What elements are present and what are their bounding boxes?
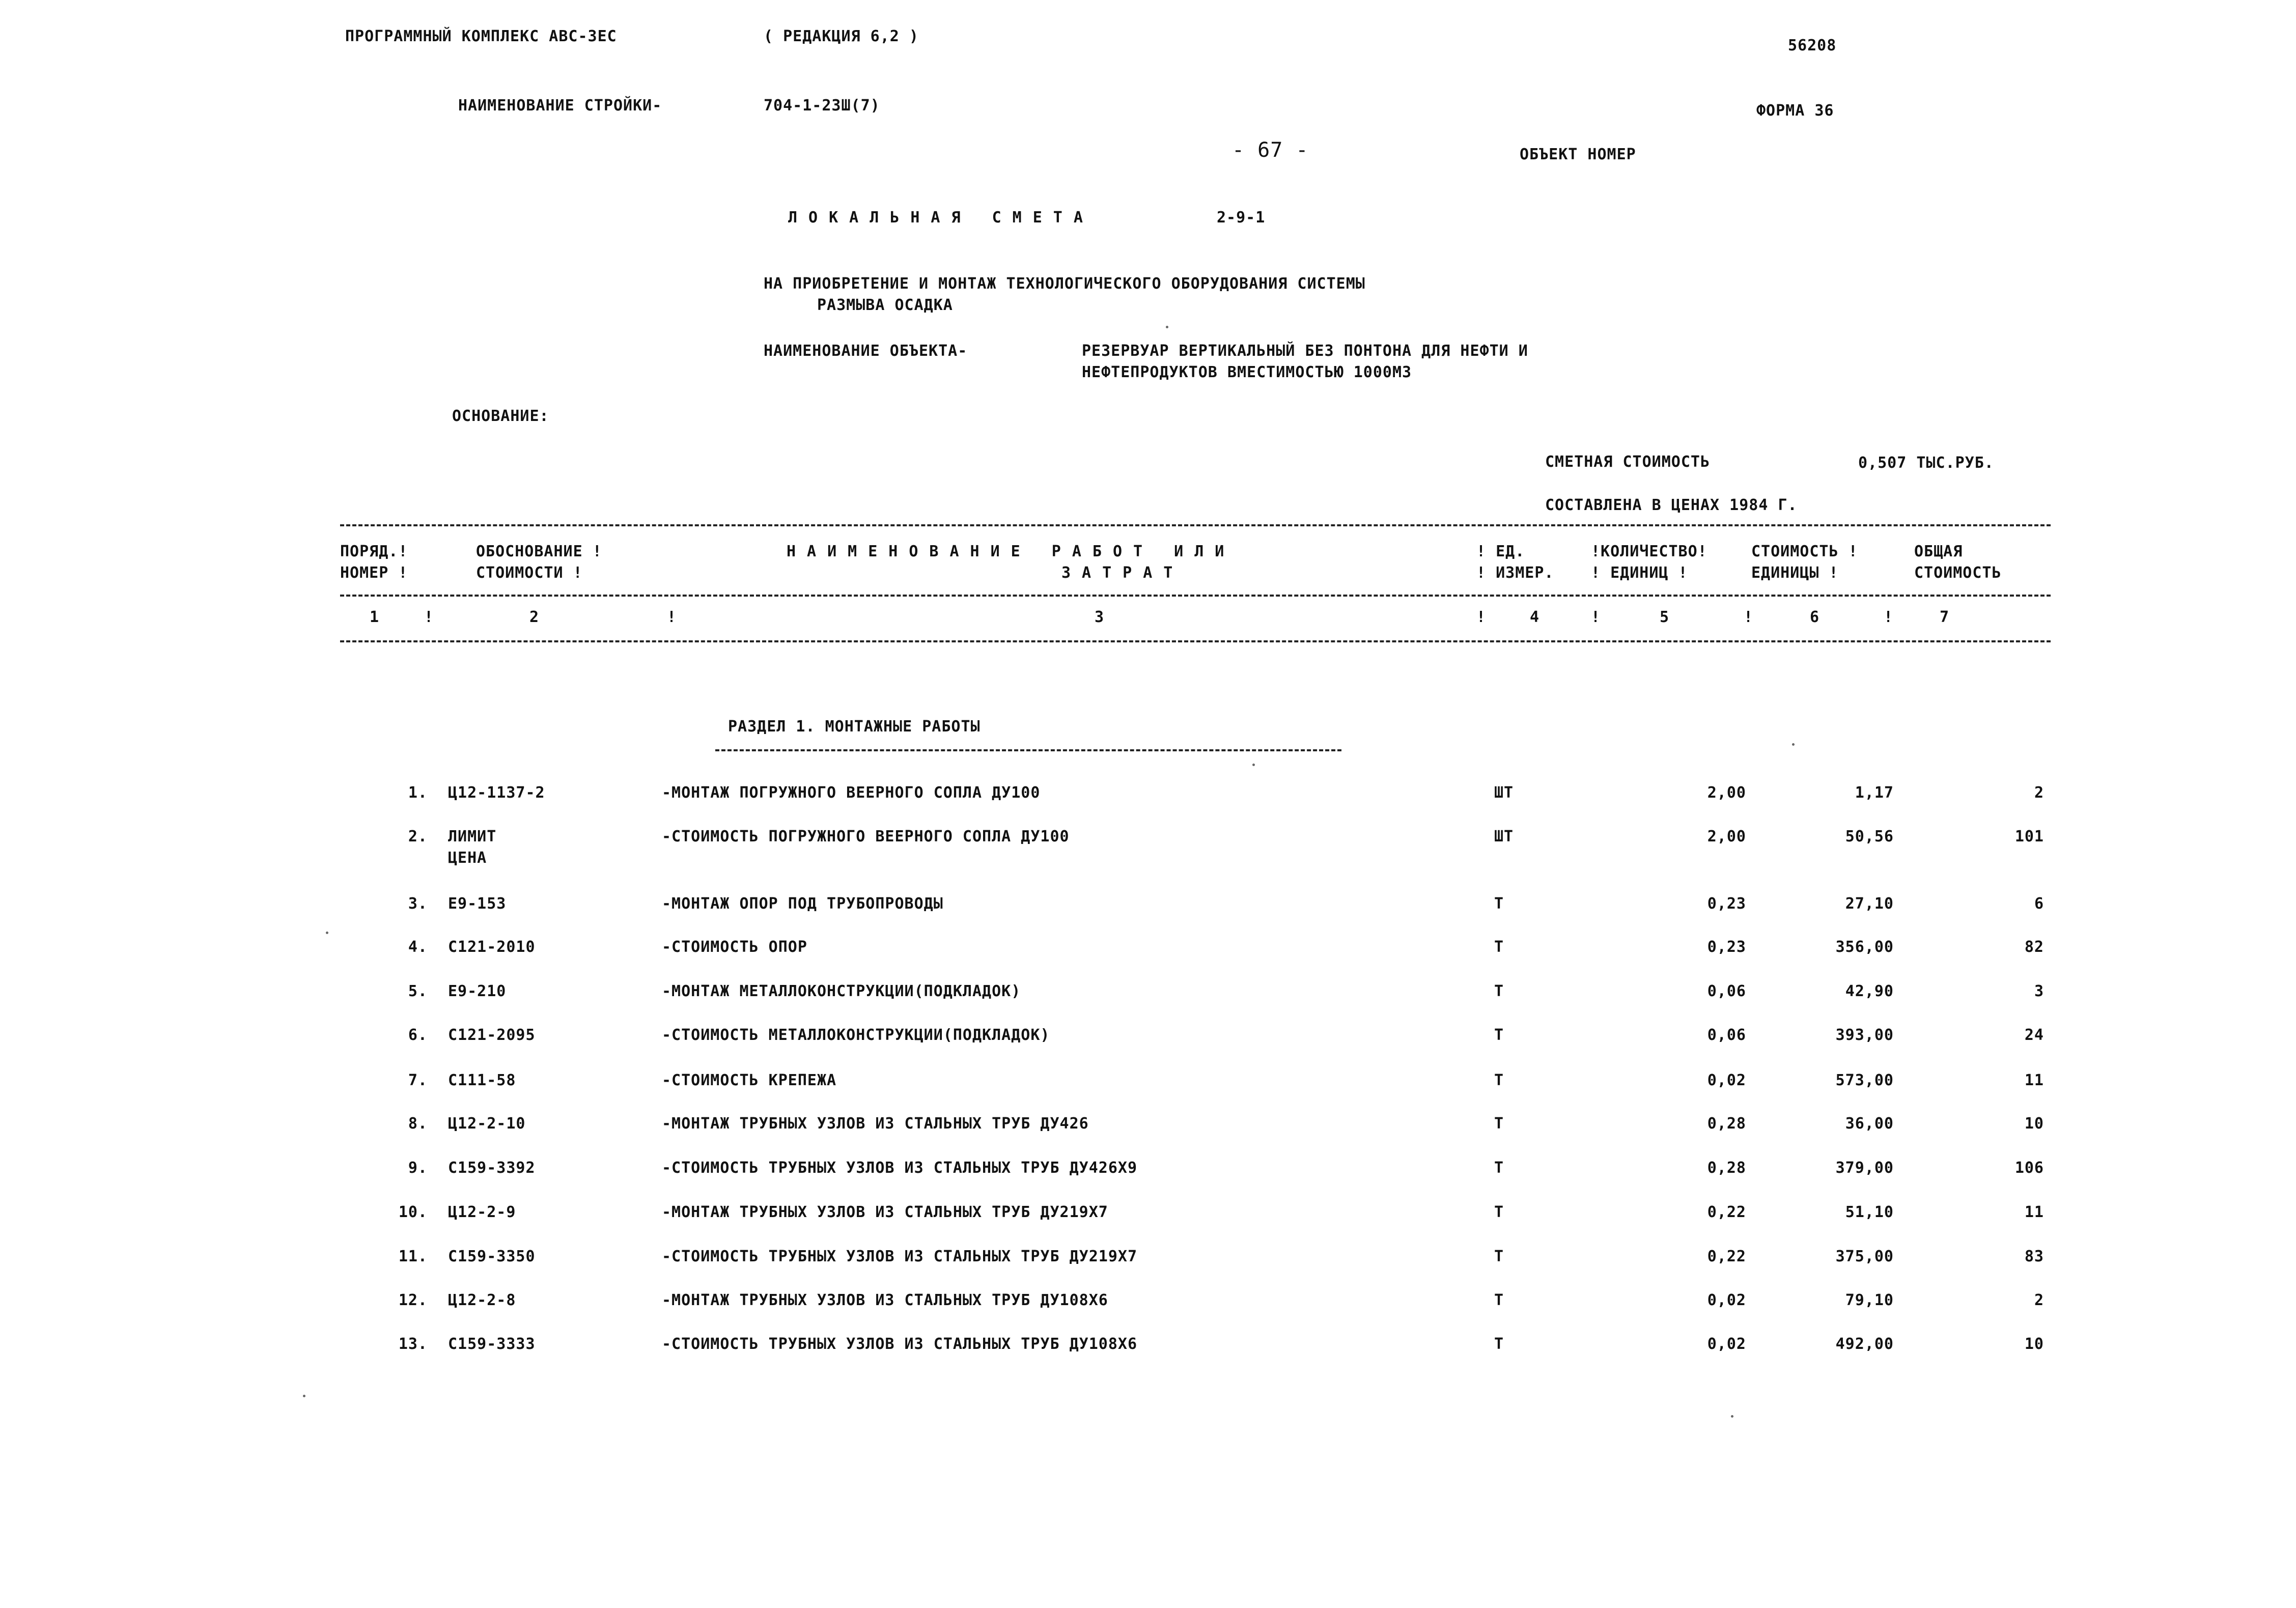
row-unit: Т — [1494, 1115, 1504, 1133]
row-total: 10 — [2024, 1115, 2044, 1133]
table-row — [0, 828, 2296, 867]
row-total: 24 — [2024, 1026, 2044, 1044]
scan-speck — [1252, 764, 1255, 766]
header-bottom-rule — [340, 640, 2051, 642]
row-quantity: 0,23 — [1707, 938, 1746, 956]
row-number: 5. — [408, 982, 428, 1000]
table-row — [0, 1335, 2296, 1366]
header-top-rule — [340, 524, 2051, 526]
row-unit-price: 79,10 — [1845, 1291, 1894, 1309]
row-name: -СТОИМОСТЬ ПОГРУЖНОГО ВЕЕРНОГО СОПЛА ДУ100 — [662, 828, 1070, 845]
row-name: -МОНТАЖ МЕТАЛЛОКОНСТРУКЦИИ(ПОДКЛАДОК) — [662, 982, 1021, 1000]
row-name: -МОНТАЖ ОПОР ПОД ТРУБОПРОВОДЫ — [662, 895, 943, 913]
row-number: 13. — [398, 1335, 428, 1353]
row-unit-price: 36,00 — [1845, 1115, 1894, 1133]
row-total: 2 — [2034, 1291, 2044, 1309]
page-number: - 67 - — [1232, 138, 1309, 162]
row-number: 4. — [408, 938, 428, 956]
row-code: Ц12-2-10 — [448, 1115, 526, 1133]
scan-speck — [1166, 326, 1168, 328]
table-row — [0, 982, 2296, 1013]
header-col4-line2: ! ИЗМЕР. — [1476, 564, 1554, 582]
program-edition: ( РЕДАКЦИЯ 6,2 ) — [764, 27, 919, 45]
header-col3-line2: ЗАТРАТ — [1061, 564, 1184, 582]
table-row — [0, 1248, 2296, 1278]
row-quantity: 0,22 — [1707, 1203, 1746, 1221]
estimate-number: 2-9-1 — [1217, 209, 1266, 227]
row-unit: Т — [1494, 1159, 1504, 1177]
row-total: 82 — [2024, 938, 2044, 956]
row-unit: Т — [1494, 1026, 1504, 1044]
table-row — [0, 895, 2296, 925]
row-total: 11 — [2024, 1071, 2044, 1089]
header-col2-line1: ОБОСНОВАНИЕ ! — [476, 543, 602, 560]
row-unit: ШТ — [1494, 828, 1514, 845]
row-total: 11 — [2024, 1203, 2044, 1221]
row-number: 10. — [398, 1203, 428, 1221]
header-col5-line1: !КОЛИЧЕСТВО! — [1591, 543, 1707, 560]
header-col2-line2: СТОИМОСТИ ! — [476, 564, 583, 582]
object-number-label: ОБЪЕКТ НОМЕР — [1520, 146, 1636, 163]
table-row — [0, 1203, 2296, 1234]
header-col1-line2: НОМЕР ! — [340, 564, 408, 582]
row-code: С121-2010 — [448, 938, 536, 956]
row-number: 2. — [408, 828, 428, 845]
section-underline — [715, 749, 1341, 751]
row-total: 106 — [2014, 1159, 2044, 1177]
row-code: Ц12-1137-2 — [448, 784, 545, 802]
cost-label: СМЕТНАЯ СТОИМОСТЬ — [1545, 453, 1711, 471]
row-name: -СТОИМОСТЬ ТРУБНЫХ УЗЛОВ ИЗ СТАЛЬНЫХ ТРУБ ДУ426Х9 — [662, 1159, 1138, 1177]
estimate-purpose-line1: НА ПРИОБРЕТЕНИЕ И МОНТАЖ ТЕХНОЛОГИЧЕСКОГО ОБОРУДОВАНИЯ СИСТЕМЫ — [764, 275, 1365, 293]
header-col6-line1: СТОИМОСТЬ ! — [1751, 543, 1858, 560]
col-number-6: 6 — [1810, 608, 1820, 626]
row-quantity: 0,02 — [1707, 1291, 1746, 1309]
row-quantity: 0,02 — [1707, 1335, 1746, 1353]
row-code: С121-2095 — [448, 1026, 536, 1044]
row-number: 12. — [398, 1291, 428, 1309]
col-separator: ! — [1591, 608, 1601, 626]
row-unit: Т — [1494, 982, 1504, 1000]
col-number-4: 4 — [1530, 608, 1540, 626]
object-label: НАИМЕНОВАНИЕ ОБЪЕКТА- — [764, 342, 968, 360]
object-name-line2: НЕФТЕПРОДУКТОВ ВМЕСТИМОСТЬЮ 1000М3 — [1082, 363, 1412, 381]
row-code-line2: ЦЕНА — [448, 849, 487, 867]
row-unit-price: 492,00 — [1835, 1335, 1894, 1353]
object-name-line1: РЕЗЕРВУАР ВЕРТИКАЛЬНЫЙ БЕЗ ПОНТОНА ДЛЯ НЕФТИ И — [1082, 342, 1528, 360]
row-number: 11. — [398, 1248, 428, 1265]
row-code: С159-3333 — [448, 1335, 536, 1353]
row-name: -СТОИМОСТЬ КРЕПЕЖА — [662, 1071, 837, 1089]
row-name: -МОНТАЖ ПОГРУЖНОГО ВЕЕРНОГО СОПЛА ДУ100 — [662, 784, 1041, 802]
row-unit: Т — [1494, 1203, 1504, 1221]
table-row — [0, 1159, 2296, 1190]
col-separator: ! — [1744, 608, 1754, 626]
row-number: 7. — [408, 1071, 428, 1089]
row-unit-price: 1,17 — [1855, 784, 1894, 802]
row-unit: ШТ — [1494, 784, 1514, 802]
row-code: Ц12-2-8 — [448, 1291, 516, 1309]
row-code: Е9-210 — [448, 982, 507, 1000]
row-quantity: 0,06 — [1707, 1026, 1746, 1044]
row-quantity: 2,00 — [1707, 784, 1746, 802]
row-name: -СТОИМОСТЬ ТРУБНЫХ УЗЛОВ ИЗ СТАЛЬНЫХ ТРУБ ДУ219Х7 — [662, 1248, 1138, 1265]
row-unit-price: 50,56 — [1845, 828, 1894, 845]
col-number-1: 1 — [370, 608, 380, 626]
header-col1-line1: ПОРЯД.! — [340, 543, 408, 560]
row-code: ЛИМИТ — [448, 828, 497, 845]
row-unit: Т — [1494, 1071, 1504, 1089]
table-row — [0, 1291, 2296, 1322]
construction-label: НАИМЕНОВАНИЕ СТРОЙКИ- — [458, 97, 662, 115]
header-col4-line1: ! ЕД. — [1476, 543, 1525, 560]
row-total: 3 — [2034, 982, 2044, 1000]
prices-note: СОСТАВЛЕНА В ЦЕНАХ 1984 Г. — [1545, 496, 1798, 514]
row-unit-price: 51,10 — [1845, 1203, 1894, 1221]
row-code: Ц12-2-9 — [448, 1203, 516, 1221]
row-name: -МОНТАЖ ТРУБНЫХ УЗЛОВ ИЗ СТАЛЬНЫХ ТРУБ ДУ219Х7 — [662, 1203, 1108, 1221]
basis-label: ОСНОВАНИЕ: — [452, 407, 549, 425]
scan-speck — [1731, 1415, 1733, 1418]
section-title: РАЗДЕЛ 1. МОНТАЖНЫЕ РАБОТЫ — [728, 718, 981, 736]
row-name: -СТОИМОСТЬ ОПОР — [662, 938, 807, 956]
row-number: 1. — [408, 784, 428, 802]
row-name: -МОНТАЖ ТРУБНЫХ УЗЛОВ ИЗ СТАЛЬНЫХ ТРУБ ДУ426 — [662, 1115, 1089, 1133]
row-total: 83 — [2024, 1248, 2044, 1265]
row-name: -СТОИМОСТЬ МЕТАЛЛОКОНСТРУКЦИИ(ПОДКЛАДОК) — [662, 1026, 1050, 1044]
row-unit: Т — [1494, 1335, 1504, 1353]
row-quantity: 0,28 — [1707, 1159, 1746, 1177]
scan-speck — [303, 1395, 305, 1397]
header-col7-line2: СТОИМОСТЬ — [1914, 564, 2002, 582]
row-number: 9. — [408, 1159, 428, 1177]
row-number: 8. — [408, 1115, 428, 1133]
row-unit-price: 42,90 — [1845, 982, 1894, 1000]
row-unit-price: 393,00 — [1835, 1026, 1894, 1044]
header-col6-line2: ЕДИНИЦЫ ! — [1751, 564, 1839, 582]
row-number: 6. — [408, 1026, 428, 1044]
row-quantity: 0,02 — [1707, 1071, 1746, 1089]
row-total: 6 — [2034, 895, 2044, 913]
row-unit: Т — [1494, 895, 1504, 913]
estimate-title: ЛОКАЛЬНАЯ СМЕТА — [788, 209, 1094, 227]
row-number: 3. — [408, 895, 428, 913]
row-unit-price: 375,00 — [1835, 1248, 1894, 1265]
row-unit-price: 379,00 — [1835, 1159, 1894, 1177]
row-unit: Т — [1494, 1291, 1504, 1309]
row-quantity: 0,28 — [1707, 1115, 1746, 1133]
estimate-purpose-line2: РАЗМЫВА ОСАДКА — [817, 296, 953, 314]
construction-value: 704-1-23Ш(7) — [764, 97, 880, 115]
row-name: -СТОИМОСТЬ ТРУБНЫХ УЗЛОВ ИЗ СТАЛЬНЫХ ТРУБ ДУ108Х6 — [662, 1335, 1138, 1353]
row-quantity: 0,06 — [1707, 982, 1746, 1000]
table-row — [0, 1115, 2296, 1145]
row-unit-price: 356,00 — [1835, 938, 1894, 956]
row-code: С159-3350 — [448, 1248, 536, 1265]
row-unit-price: 573,00 — [1835, 1071, 1894, 1089]
col-number-3: 3 — [1095, 608, 1105, 626]
row-unit: Т — [1494, 1248, 1504, 1265]
row-code: Е9-153 — [448, 895, 507, 913]
col-number-2: 2 — [529, 608, 540, 626]
col-separator: ! — [424, 608, 434, 626]
header-col3-line1: НАИМЕНОВАНИЕ РАБОТ ИЛИ — [787, 543, 1236, 560]
row-code: С159-3392 — [448, 1159, 536, 1177]
row-quantity: 0,22 — [1707, 1248, 1746, 1265]
row-total: 10 — [2024, 1335, 2044, 1353]
row-name: -МОНТАЖ ТРУБНЫХ УЗЛОВ ИЗ СТАЛЬНЫХ ТРУБ ДУ108Х6 — [662, 1291, 1108, 1309]
col-number-7: 7 — [1940, 608, 1950, 626]
col-separator: ! — [667, 608, 677, 626]
scan-speck — [1792, 743, 1795, 746]
col-number-5: 5 — [1660, 608, 1670, 626]
table-row — [0, 1026, 2296, 1057]
row-unit: Т — [1494, 938, 1504, 956]
row-quantity: 0,23 — [1707, 895, 1746, 913]
cost-value: 0,507 ТЫС.РУБ. — [1858, 454, 1994, 472]
header-col5-line2: ! ЕДИНИЦ ! — [1591, 564, 1688, 582]
program-name: ПРОГРАММНЫЙ КОМПЛЕКС АВС-ЗЕС — [345, 27, 617, 45]
col-separator: ! — [1476, 608, 1487, 626]
row-total: 101 — [2014, 828, 2044, 845]
document-code: 56208 — [1788, 37, 1837, 54]
table-row — [0, 1071, 2296, 1102]
row-code: С111-58 — [448, 1071, 516, 1089]
form-number: ФОРМА 36 — [1756, 102, 1834, 120]
col-separator: ! — [1884, 608, 1894, 626]
table-row — [0, 784, 2296, 814]
row-quantity: 2,00 — [1707, 828, 1746, 845]
scan-speck — [326, 932, 328, 934]
table-row — [0, 938, 2296, 969]
row-unit-price: 27,10 — [1845, 895, 1894, 913]
header-mid-rule — [340, 595, 2051, 597]
header-col7-line1: ОБЩАЯ — [1914, 543, 1963, 560]
row-total: 2 — [2034, 784, 2044, 802]
